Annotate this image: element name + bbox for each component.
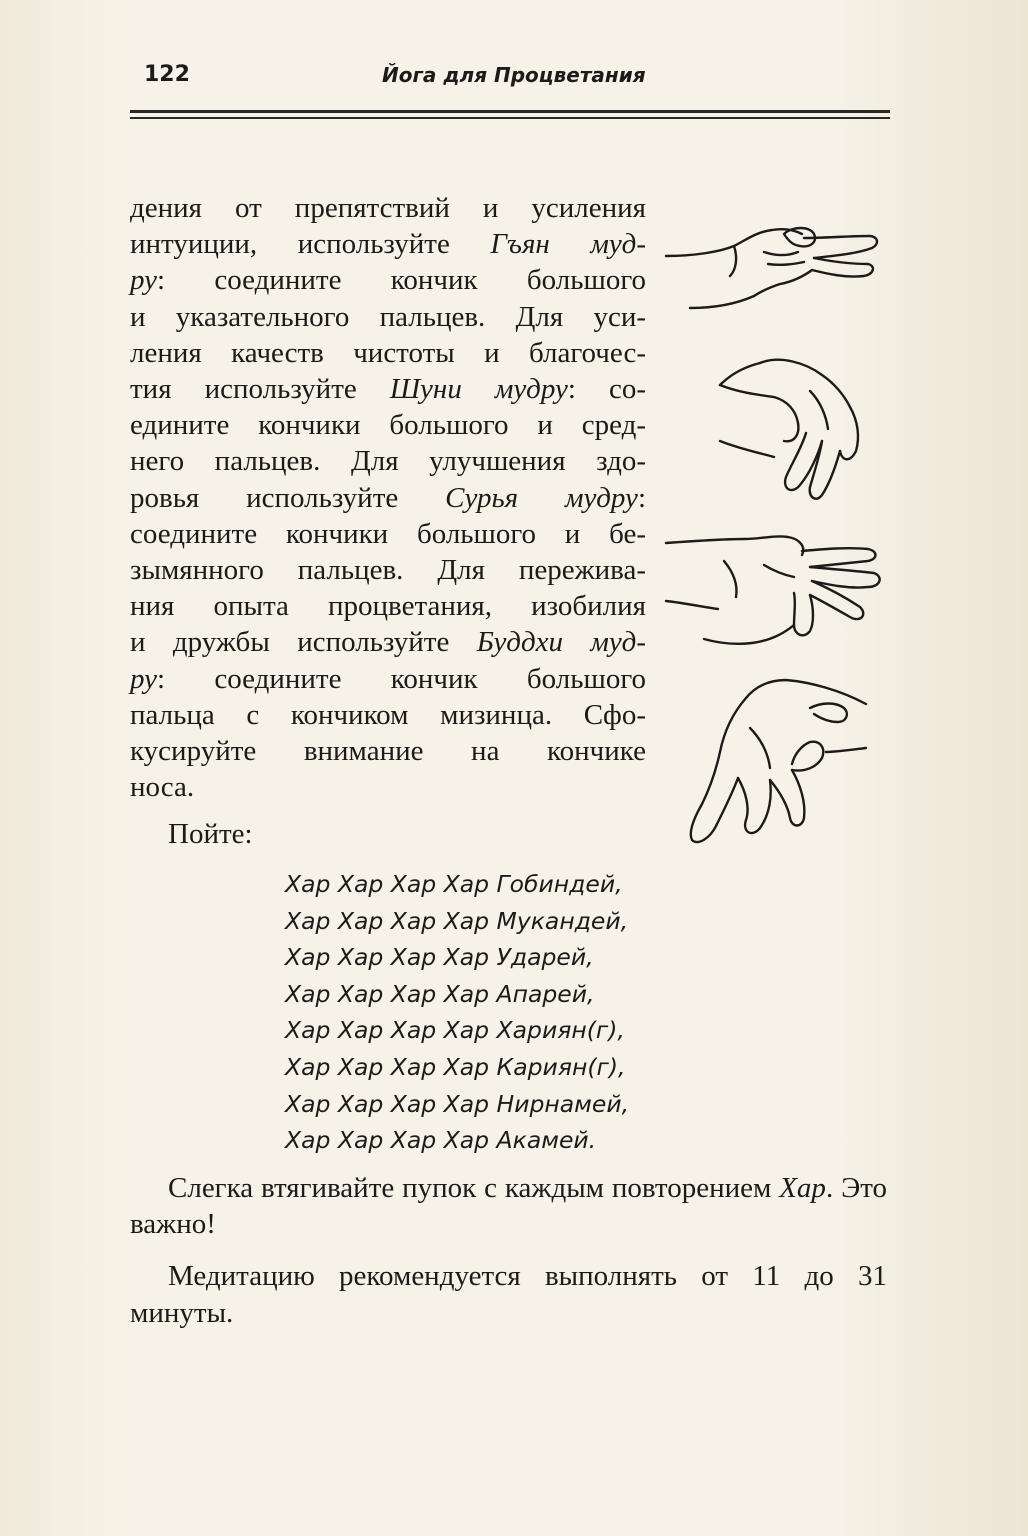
page-number: 122 xyxy=(144,62,190,87)
mantra-line: Хар Хар Хар Хар Мукандей, xyxy=(285,906,629,935)
shuni-mudra-hand-icon xyxy=(710,345,880,515)
buddhi-mudra-hand-icon xyxy=(680,668,870,848)
mantra-line: Хар Хар Хар Хар Гобиндей, xyxy=(285,870,623,898)
paragraph-line: ния опыта процветания, изобилия xyxy=(130,590,646,623)
gyan-mudra-hand-icon xyxy=(664,218,884,313)
mantra-line: Хар Хар Хар Хар Апарей, xyxy=(285,979,595,1008)
surya-mudra-hand-icon xyxy=(664,525,884,650)
paragraph-line: него пальцев. Для улучшения здо- xyxy=(130,445,646,478)
paragraph-line: ления качеств чистоты и благочес- xyxy=(130,336,646,369)
paragraph-line: едините кончики большого и сред- xyxy=(130,409,646,442)
page-header xyxy=(130,60,890,100)
main-paragraph xyxy=(130,190,646,805)
closing-text xyxy=(130,1170,887,1347)
paragraph-line: зымянного пальцев. Для пережива- xyxy=(130,554,646,587)
paragraph-line: ру: соедините кончик большого xyxy=(130,662,646,695)
paragraph-line: носа. xyxy=(130,771,195,804)
mantra-line: Хар Хар Хар Хар Ударей, xyxy=(285,943,594,972)
mantra-line: Хар Хар Хар Хар Нирнамей, xyxy=(285,1089,630,1118)
paragraph-line: пальца с кончиком мизинца. Сфо- xyxy=(130,698,646,731)
paragraph-line: дения от препятствий и усиления xyxy=(130,192,646,224)
paragraph-line: и указательного пальцев. Для уси- xyxy=(130,300,646,333)
paragraph-line: ру: соедините кончик большого xyxy=(130,264,646,297)
running-title: Йога для Процветания xyxy=(382,63,646,87)
paragraph-line: кусируйте внимание на кончике xyxy=(130,735,646,768)
paragraph-line: ровья используйте Сурья мудру: xyxy=(130,481,646,514)
paragraph-line: интуиции, используйте Гъян муд- xyxy=(130,228,646,261)
header-rule xyxy=(130,110,890,119)
paragraph-line: и дружбы используйте Буддхи муд- xyxy=(130,626,646,659)
duration-note: Медитацию рекомендуется выполнять от 11 до 31 минуты. xyxy=(130,1260,887,1329)
sing-label: Пойте: xyxy=(168,818,253,850)
important-note: . Это важно! xyxy=(130,1172,888,1241)
mantra-line: Хар Хар Хар Хар Хариян(г), xyxy=(285,1016,625,1045)
paragraph-line: соедините кончики большого и бе- xyxy=(130,517,646,550)
mantra-line: Хар Хар Хар Хар Кариян(г), xyxy=(285,1052,626,1081)
mantra-line: Хар Хар Хар Хар Акамей. xyxy=(285,1126,597,1155)
paragraph-line: тия используйте Шуни мудру: со- xyxy=(130,373,646,406)
navel-instruction xyxy=(130,1170,887,1242)
har-word: Хар xyxy=(779,1172,826,1204)
navel-instruction-text: Слегка втягивайте пупок с каждым повторением xyxy=(168,1172,772,1204)
mantra-block xyxy=(285,866,629,1159)
